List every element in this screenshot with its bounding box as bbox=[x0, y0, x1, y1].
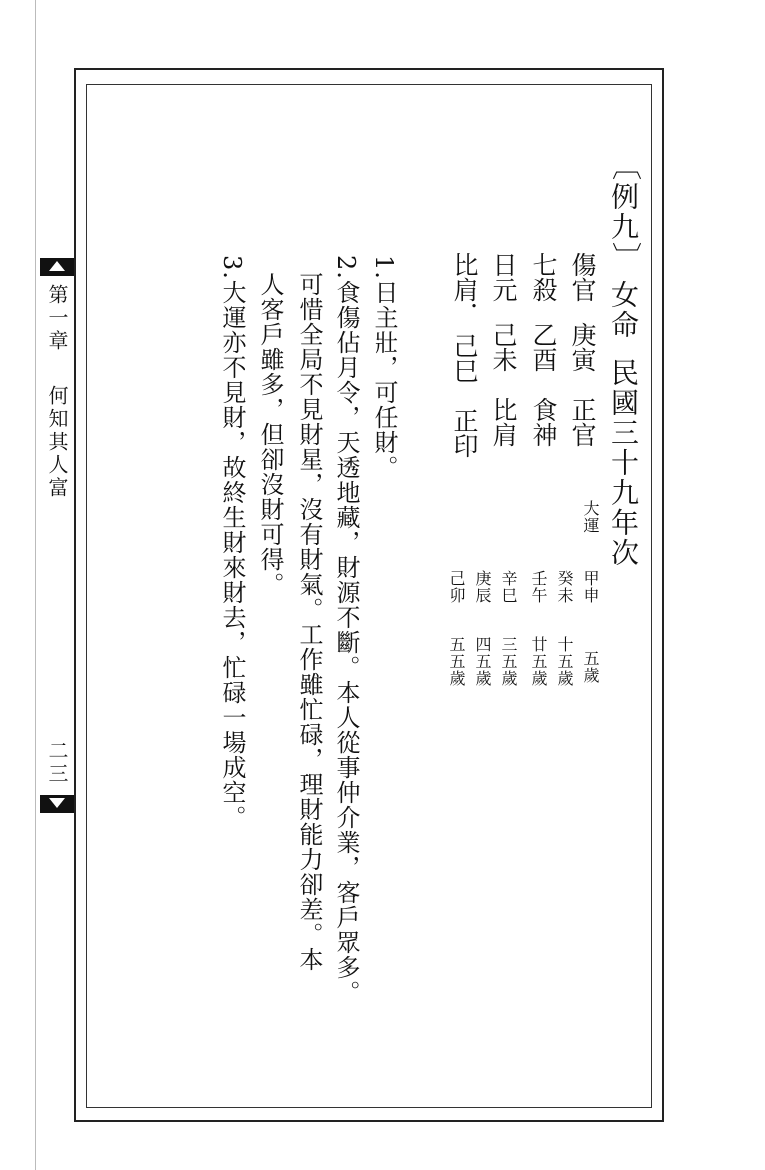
luck-pillar: 辛巳 bbox=[499, 570, 518, 604]
binding-rule bbox=[35, 0, 36, 1170]
luck-age: 三五歲 bbox=[499, 636, 518, 687]
chart-row-label: 七殺 bbox=[529, 252, 558, 302]
page-number: 二三 bbox=[45, 740, 69, 786]
chart-row-label: 比肩． bbox=[450, 252, 479, 327]
gender: 女命 bbox=[607, 280, 640, 340]
luck-pillar: 壬午 bbox=[529, 570, 548, 604]
open-bracket: 〔 bbox=[606, 150, 641, 182]
luck-age: 四五歲 bbox=[473, 636, 492, 687]
chapter-label: 第一章 bbox=[45, 284, 69, 353]
luck-label: 大運 bbox=[581, 500, 600, 534]
chart-row-4 bbox=[452, 252, 477, 458]
luck-pillar: 癸未 bbox=[555, 570, 574, 604]
birth-year: 民國三十九年次 bbox=[607, 358, 640, 568]
chart-row-3 bbox=[491, 252, 516, 447]
note-line-1: 1.日主壯，可任財。 bbox=[370, 255, 398, 480]
note-line-2: 2.食傷佔月令，天透地藏，財源不斷。本人從事仲介業，客戶眾多。 bbox=[332, 255, 360, 1005]
luck-age: 十五歲 bbox=[555, 636, 574, 687]
chart-row-label: 日元 bbox=[489, 252, 518, 302]
note-line-5: 3.大運亦不見財，故終生財來財去，忙碌一場成空。 bbox=[218, 255, 246, 830]
chart-row-2 bbox=[531, 252, 556, 447]
chart-row-1 bbox=[570, 252, 595, 447]
chart-row-text: 己巳 正印 bbox=[450, 333, 479, 458]
chart-row-label: 傷官 bbox=[568, 252, 597, 302]
luck-age: 五五歲 bbox=[447, 636, 466, 687]
luck-age: 五歲 bbox=[581, 650, 600, 684]
luck-age: 廿五歲 bbox=[529, 636, 548, 687]
tab-down-marker bbox=[40, 795, 74, 813]
chapter-title: 何知其人富 bbox=[45, 385, 69, 500]
luck-pillar: 甲申 bbox=[581, 570, 600, 604]
tab-up-marker bbox=[40, 258, 74, 276]
close-bracket: 〕 bbox=[606, 242, 641, 274]
note-line-3: 可惜全局不見財星，沒有財氣。工作雖忙碌，理財能力卻差。本 bbox=[295, 272, 323, 972]
example-heading bbox=[606, 150, 641, 568]
note-line-4: 人客戶雖多，但卻沒財可得。 bbox=[256, 272, 284, 597]
chart-row-text: 乙酉 食神 bbox=[529, 322, 558, 447]
example-label: 例九 bbox=[607, 182, 640, 242]
chart-row-text: 庚寅 正官 bbox=[568, 322, 597, 447]
chart-row-text: 己未 比肩 bbox=[489, 322, 518, 447]
luck-pillar: 庚辰 bbox=[473, 570, 492, 604]
luck-pillar: 己卯 bbox=[447, 570, 466, 604]
